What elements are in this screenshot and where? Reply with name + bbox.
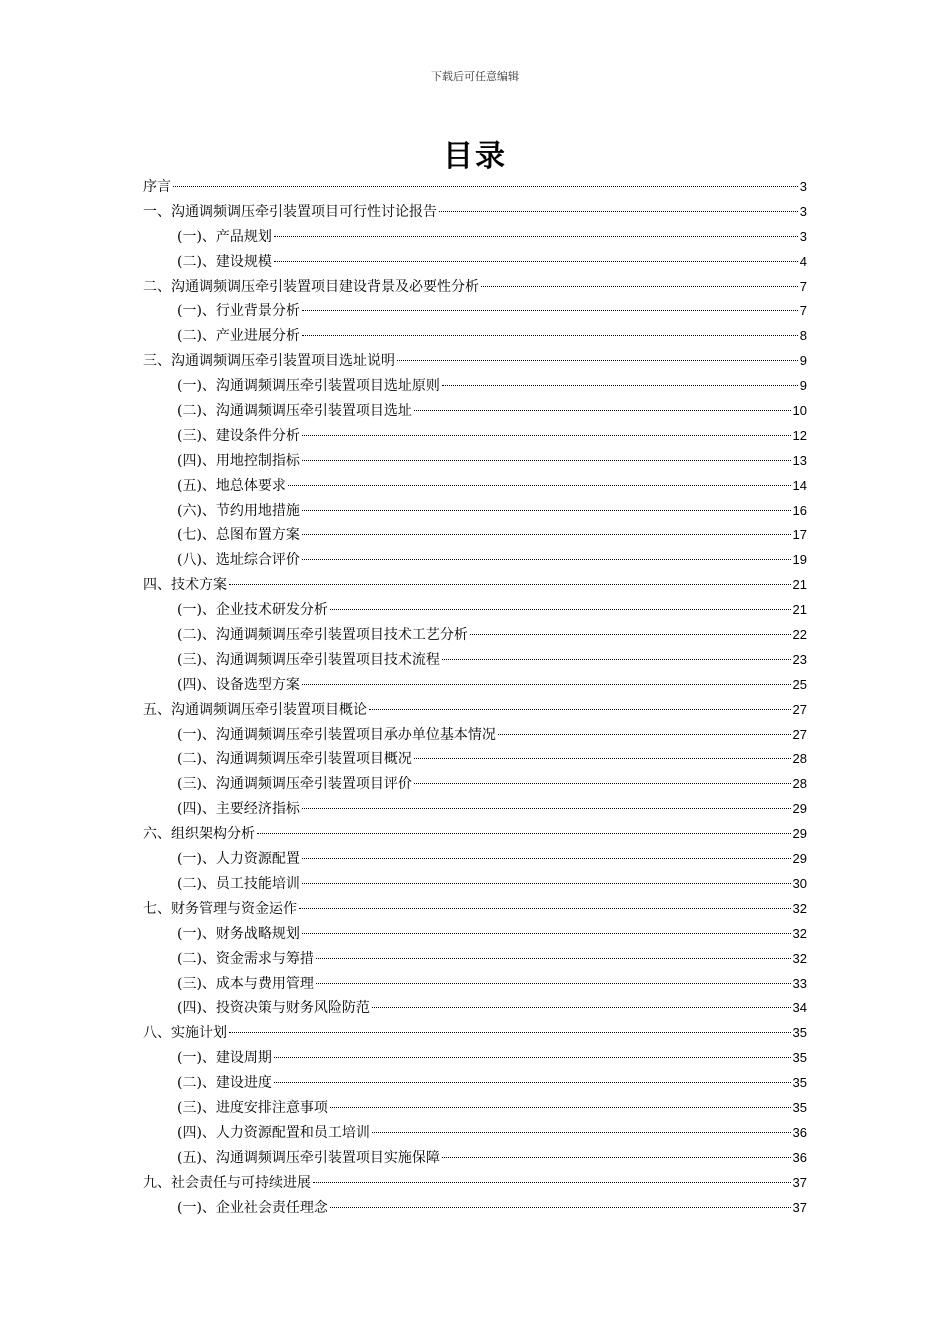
toc-entry-title: (一)、财务战略规划 (177, 925, 300, 942)
toc-dot-leader (302, 559, 791, 560)
toc-page-number: 35 (792, 1075, 807, 1091)
toc-subsection-entry[interactable] (143, 1147, 807, 1172)
toc-section-entry[interactable] (143, 201, 807, 226)
toc-dot-leader (470, 634, 791, 635)
toc-entry-title: (四)、用地控制指标 (177, 452, 300, 469)
toc-section-entry[interactable] (143, 1172, 807, 1197)
toc-dot-leader (302, 534, 791, 535)
toc-entry-title: 三、沟通调频调压牵引装置项目选址说明 (143, 353, 395, 370)
toc-entry-title: 九、社会责任与可持续进展 (143, 1174, 311, 1191)
toc-subsection-entry[interactable] (143, 1097, 807, 1122)
toc-dot-leader (330, 1107, 791, 1108)
toc-dot-leader (397, 360, 798, 361)
toc-entry-title: (一)、人力资源配置 (177, 851, 300, 868)
toc-page-number: 21 (792, 602, 807, 618)
toc-page-number: 34 (792, 1000, 807, 1016)
toc-entry-title: (五)、地总体要求 (177, 477, 286, 494)
toc-dot-leader (313, 1182, 791, 1183)
toc-dot-leader (316, 983, 791, 984)
toc-dot-leader (229, 1032, 791, 1033)
toc-subsection-entry[interactable] (143, 251, 807, 276)
toc-entry-title: (二)、沟通调频调压牵引装置项目选址 (177, 403, 412, 420)
toc-dot-leader (302, 510, 791, 511)
toc-dot-leader (372, 1132, 791, 1133)
toc-page-number: 28 (792, 776, 807, 792)
toc-entry-title: 五、沟通调频调压牵引装置项目概论 (143, 701, 367, 718)
toc-page-number: 3 (799, 203, 807, 219)
toc-dot-leader (302, 858, 791, 859)
toc-dot-leader (369, 709, 791, 710)
toc-subsection-entry[interactable] (143, 300, 807, 325)
toc-page-number: 13 (792, 452, 807, 468)
toc-entry-title: (三)、建设条件分析 (177, 427, 300, 444)
toc-dot-leader (414, 758, 791, 759)
toc-page-number: 28 (792, 751, 807, 767)
toc-entry-title: (二)、沟通调频调压牵引装置项目概况 (177, 751, 412, 768)
toc-page-number: 21 (792, 577, 807, 593)
toc-dot-leader (481, 286, 798, 287)
toc-page-number: 32 (792, 925, 807, 941)
toc-dot-leader (330, 1207, 791, 1208)
toc-subsection-entry[interactable] (143, 674, 807, 699)
toc-title: 目录 (443, 139, 507, 174)
toc-page-number: 4 (799, 253, 807, 269)
toc-page-number: 3 (799, 179, 807, 194)
toc-subsection-entry[interactable] (143, 1197, 807, 1222)
toc-page-number: 29 (792, 801, 807, 817)
toc-section-entry[interactable] (143, 176, 807, 201)
toc-dot-leader (274, 1082, 791, 1083)
toc-page-number: 35 (792, 1050, 807, 1066)
toc-dot-leader (302, 435, 791, 436)
toc-page-number: 14 (792, 477, 807, 493)
toc-dot-leader (274, 236, 798, 237)
toc-subsection-entry[interactable] (143, 226, 807, 251)
toc-subsection-entry[interactable] (143, 773, 807, 798)
toc-entry-title: (一)、产品规划 (177, 228, 272, 245)
toc-page-number: 7 (799, 303, 807, 319)
toc-entry-title: (四)、人力资源配置和员工培训 (177, 1124, 370, 1141)
toc-subsection-entry[interactable] (143, 1047, 807, 1072)
toc-page-number: 37 (792, 1199, 807, 1215)
toc-subsection-entry[interactable] (143, 724, 807, 749)
toc-entry-title: (二)、产业进展分析 (177, 328, 300, 345)
toc-section-entry[interactable] (143, 898, 807, 923)
toc-page-number: 12 (792, 427, 807, 443)
toc-subsection-entry[interactable] (143, 873, 807, 898)
toc-page-number: 35 (792, 1025, 807, 1041)
toc-dot-leader (372, 1007, 791, 1008)
toc-entry-title: (二)、资金需求与筹措 (177, 950, 314, 967)
toc-subsection-entry[interactable] (143, 400, 807, 425)
toc-subsection-entry[interactable] (143, 375, 807, 400)
toc-entry-title: (二)、沟通调频调压牵引装置项目技术工艺分析 (177, 627, 468, 644)
toc-entry-title: (五)、沟通调频调压牵引装置项目实施保障 (177, 1149, 440, 1166)
toc-page-number: 37 (792, 1174, 807, 1190)
toc-page-number: 3 (799, 228, 807, 244)
toc-entry-title: 一、沟通调频调压牵引装置项目可行性讨论报告 (143, 203, 437, 220)
toc-subsection-entry[interactable] (143, 948, 807, 973)
toc-section-entry[interactable] (143, 276, 807, 301)
toc-page-number: 8 (799, 328, 807, 344)
toc-page-number: 22 (792, 627, 807, 643)
toc-page-number: 19 (792, 552, 807, 568)
toc-dot-leader (274, 261, 798, 262)
toc-entry-title: (三)、进度安排注意事项 (177, 1099, 328, 1116)
toc-subsection-entry[interactable] (143, 475, 807, 500)
toc-subsection-entry[interactable] (143, 325, 807, 350)
toc-entry-title: (四)、设备选型方案 (177, 676, 300, 693)
header-note: 下载后可任意编辑 (431, 70, 519, 83)
toc-subsection-entry[interactable] (143, 997, 807, 1022)
toc-entry-title: (四)、主要经济指标 (177, 801, 300, 818)
toc-page-number: 33 (792, 975, 807, 991)
toc-page-number: 25 (792, 676, 807, 692)
toc-page-number: 9 (799, 378, 807, 394)
toc-entry-title: 二、沟通调频调压牵引装置项目建设背景及必要性分析 (143, 278, 479, 295)
toc-dot-leader (330, 609, 791, 610)
toc-subsection-entry[interactable] (143, 599, 807, 624)
toc-entry-title: (四)、投资决策与财务风险防范 (177, 1000, 370, 1017)
toc-dot-leader (316, 958, 791, 959)
toc-entry-title: (二)、员工技能培训 (177, 875, 300, 892)
toc-entry-title: (三)、沟通调频调压牵引装置项目评价 (177, 776, 412, 793)
toc-page-number: 16 (792, 502, 807, 518)
toc-entry-title: 四、技术方案 (143, 577, 227, 594)
toc-dot-leader (442, 659, 791, 660)
toc-section-entry[interactable] (143, 699, 807, 724)
toc-entry-title: (一)、沟通调频调压牵引装置项目选址原则 (177, 378, 440, 395)
toc-dot-leader (302, 883, 791, 884)
toc-dot-leader (288, 485, 791, 486)
toc-dot-leader (302, 335, 798, 336)
toc-page-number: 32 (792, 950, 807, 966)
toc-dot-leader (302, 933, 791, 934)
toc-subsection-entry[interactable] (143, 1072, 807, 1097)
toc-page-number: 7 (799, 278, 807, 294)
toc-dot-leader (414, 783, 791, 784)
toc-subsection-entry[interactable] (143, 624, 807, 649)
toc-subsection-entry[interactable] (143, 450, 807, 475)
toc-dot-leader (299, 908, 791, 909)
toc-subsection-entry[interactable] (143, 524, 807, 549)
toc-entry-title: (一)、建设周期 (177, 1050, 272, 1067)
toc-dot-leader (274, 1057, 791, 1058)
toc-subsection-entry[interactable] (143, 549, 807, 574)
toc-section-entry[interactable] (143, 823, 807, 848)
toc-section-entry[interactable] (143, 574, 807, 599)
toc-entry-title: (三)、沟通调频调压牵引装置项目技术流程 (177, 651, 440, 668)
toc-dot-leader (302, 460, 791, 461)
toc-page-number: 30 (792, 875, 807, 891)
toc-page-number: 29 (792, 851, 807, 867)
toc-entry-title: 六、组织架构分析 (143, 826, 255, 843)
toc-entry-title: (二)、建设进度 (177, 1075, 272, 1092)
toc-section-entry[interactable] (143, 1022, 807, 1047)
toc-subsection-entry[interactable] (143, 798, 807, 823)
toc-dot-leader (439, 211, 798, 212)
toc-entry-title: (三)、成本与费用管理 (177, 975, 314, 992)
toc-dot-leader (302, 808, 791, 809)
toc-page-number: 17 (792, 527, 807, 543)
toc-page-number: 35 (792, 1099, 807, 1115)
toc-page-number: 36 (792, 1149, 807, 1165)
toc-subsection-entry[interactable] (143, 748, 807, 773)
toc-entry-title: 七、财务管理与资金运作 (143, 900, 297, 917)
toc-page-number: 10 (792, 403, 807, 419)
toc-subsection-entry[interactable] (143, 973, 807, 998)
toc-entry-title: (七)、总图布置方案 (177, 527, 300, 544)
toc-entry-title: (八)、选址综合评价 (177, 552, 300, 569)
toc-entry-title: (一)、沟通调频调压牵引装置项目承办单位基本情况 (177, 726, 496, 743)
toc-subsection-entry[interactable] (143, 425, 807, 450)
toc-dot-leader (302, 310, 798, 311)
toc-section-entry[interactable] (143, 350, 807, 375)
toc-entry-title: (六)、节约用地措施 (177, 502, 300, 519)
toc-subsection-entry[interactable] (143, 848, 807, 873)
toc-entry-title: 序言 (143, 179, 171, 195)
toc-page-number: 9 (799, 353, 807, 369)
toc-list (143, 176, 807, 1221)
toc-dot-leader (257, 833, 791, 834)
toc-entry-title: (二)、建设规模 (177, 253, 272, 270)
toc-dot-leader (442, 1157, 791, 1158)
toc-dot-leader (414, 410, 791, 411)
toc-subsection-entry[interactable] (143, 649, 807, 674)
toc-dot-leader (302, 684, 791, 685)
toc-entry-title: (一)、行业背景分析 (177, 303, 300, 320)
toc-subsection-entry[interactable] (143, 500, 807, 525)
toc-dot-leader (173, 186, 798, 187)
toc-dot-leader (229, 584, 791, 585)
toc-subsection-entry[interactable] (143, 923, 807, 948)
toc-page-number: 29 (792, 826, 807, 842)
toc-dot-leader (442, 385, 798, 386)
toc-dot-leader (498, 734, 791, 735)
toc-entry-title: 八、实施计划 (143, 1025, 227, 1042)
toc-page-number: 32 (792, 900, 807, 916)
toc-subsection-entry[interactable] (143, 1122, 807, 1147)
toc-entry-title: (一)、企业技术研发分析 (177, 602, 328, 619)
toc-page-number: 27 (792, 701, 807, 717)
toc-entry-title: (一)、企业社会责任理念 (177, 1199, 328, 1216)
toc-page-number: 23 (792, 651, 807, 667)
toc-page-number: 36 (792, 1124, 807, 1140)
toc-page-number: 27 (792, 726, 807, 742)
